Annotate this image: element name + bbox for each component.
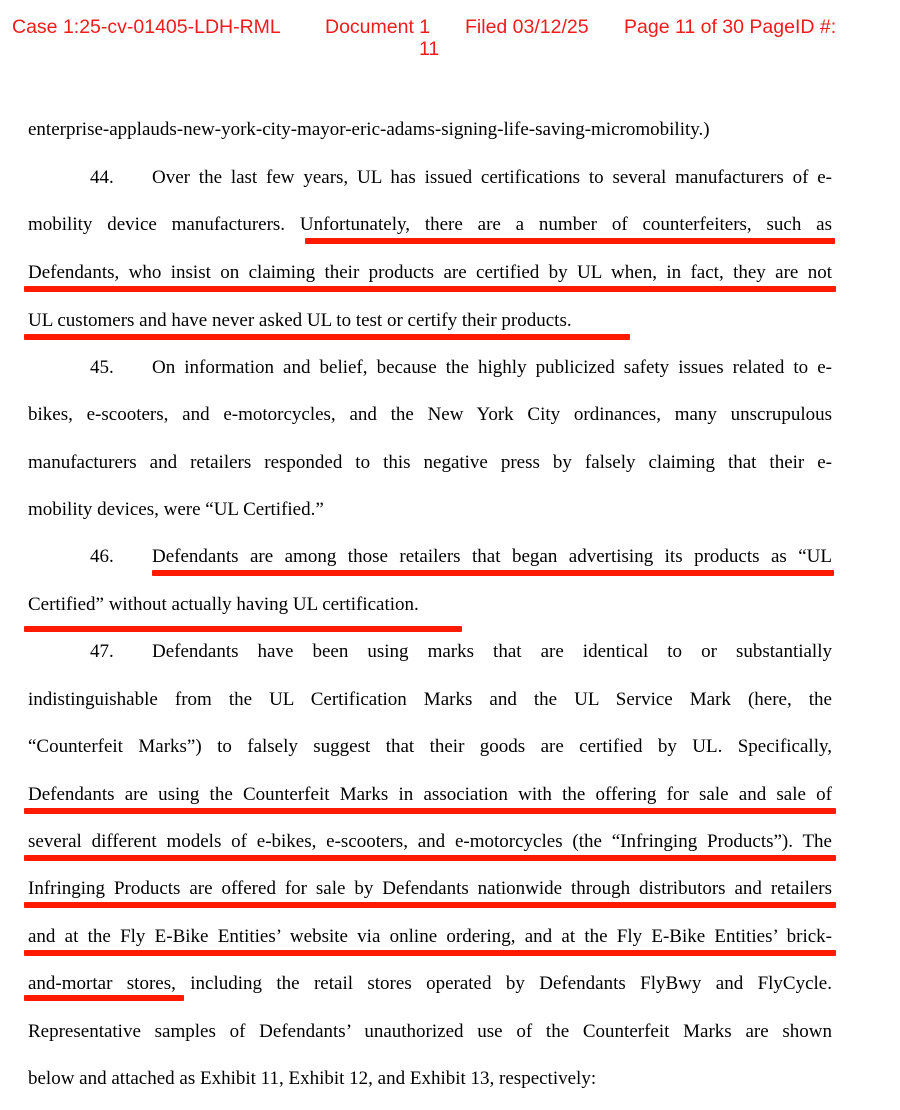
document-number: Document 1 [325,16,431,38]
paragraph-number: 45. [90,357,114,378]
highlight-underline [24,855,836,861]
paragraph-line: and at the Fly E-Bike Entities’ website via online ordering, and at the Fly E-Bike Entities’ brick- [28,926,832,947]
paragraph-line: Representative samples of Defendants’ unauthorized use of the Counterfeit Marks are shown [28,1021,832,1042]
paragraph-line: “Counterfeit Marks”) to falsely suggest that their goods are certified by UL. Specifically, [28,736,832,757]
highlight-underline [152,570,834,576]
paragraph-line: and-mortar stores, including the retail stores operated by Defendants FlyBwy and FlyCycle. [28,973,832,994]
filed-date: Filed 03/12/25 [465,16,589,38]
paragraph-line: below and attached as Exhibit 11, Exhibit 12, and Exhibit 13, respectively: [28,1068,597,1089]
page-id: 11 [419,38,440,60]
paragraph-line: Certified” without actually having UL certification. [28,594,419,615]
paragraph-line: mobility devices, were “UL Certified.” [28,499,324,520]
highlight-underline [24,902,836,908]
paragraph-line: Defendants are among those retailers that began advertising its products as “UL [152,546,832,567]
continuation-line: enterprise-applauds-new-york-city-mayor-eric-adams-signing-life-saving-micromobility.) [28,119,710,140]
highlight-underline [24,808,836,814]
paragraph-line: Over the last few years, UL has issued certifications to several manufacturers of e- [152,167,832,188]
paragraph-line: indistinguishable from the UL Certification Marks and the UL Service Mark (here, the [28,689,832,710]
paragraph-line: Infringing Products are offered for sale by Defendants nationwide through distributors and retailers [28,878,832,899]
highlight-underline [24,334,630,340]
paragraph-line: Defendants, who insist on claiming their products are certified by UL when, in fact, they are not [28,262,832,283]
paragraph-line: manufacturers and retailers responded to this negative press by falsely claiming that their e- [28,452,832,473]
paragraph-line: On information and belief, because the highly publicized safety issues related to e- [152,357,832,378]
paragraph-line: Defendants have been using marks that are identical to or substantially [152,641,832,662]
highlight-underline [24,626,462,632]
case-number: Case 1:25-cv-01405-LDH-RML [12,16,281,38]
paragraph-number: 47. [90,641,114,662]
highlight-underline [24,286,836,292]
paragraph-number: 44. [90,167,114,188]
paragraph-line: UL customers and have never asked UL to test or certify their products. [28,310,572,331]
highlight-underline [24,950,836,956]
paragraph-line: mobility device manufacturers. Unfortunately, there are a number of counterfeiters, such as [28,214,832,235]
highlight-underline [24,995,184,1001]
paragraph-line: several different models of e-bikes, e-scooters, and e-motorcycles (the “Infringing Products”). The [28,831,832,852]
paragraph-line: Defendants are using the Counterfeit Marks in association with the offering for sale and sale of [28,784,832,805]
paragraph-line: bikes, e-scooters, and e-motorcycles, and the New York City ordinances, many unscrupulous [28,404,832,425]
highlight-underline [305,238,835,244]
paragraph-number: 46. [90,546,114,567]
page-info: Page 11 of 30 PageID #: [624,16,837,38]
